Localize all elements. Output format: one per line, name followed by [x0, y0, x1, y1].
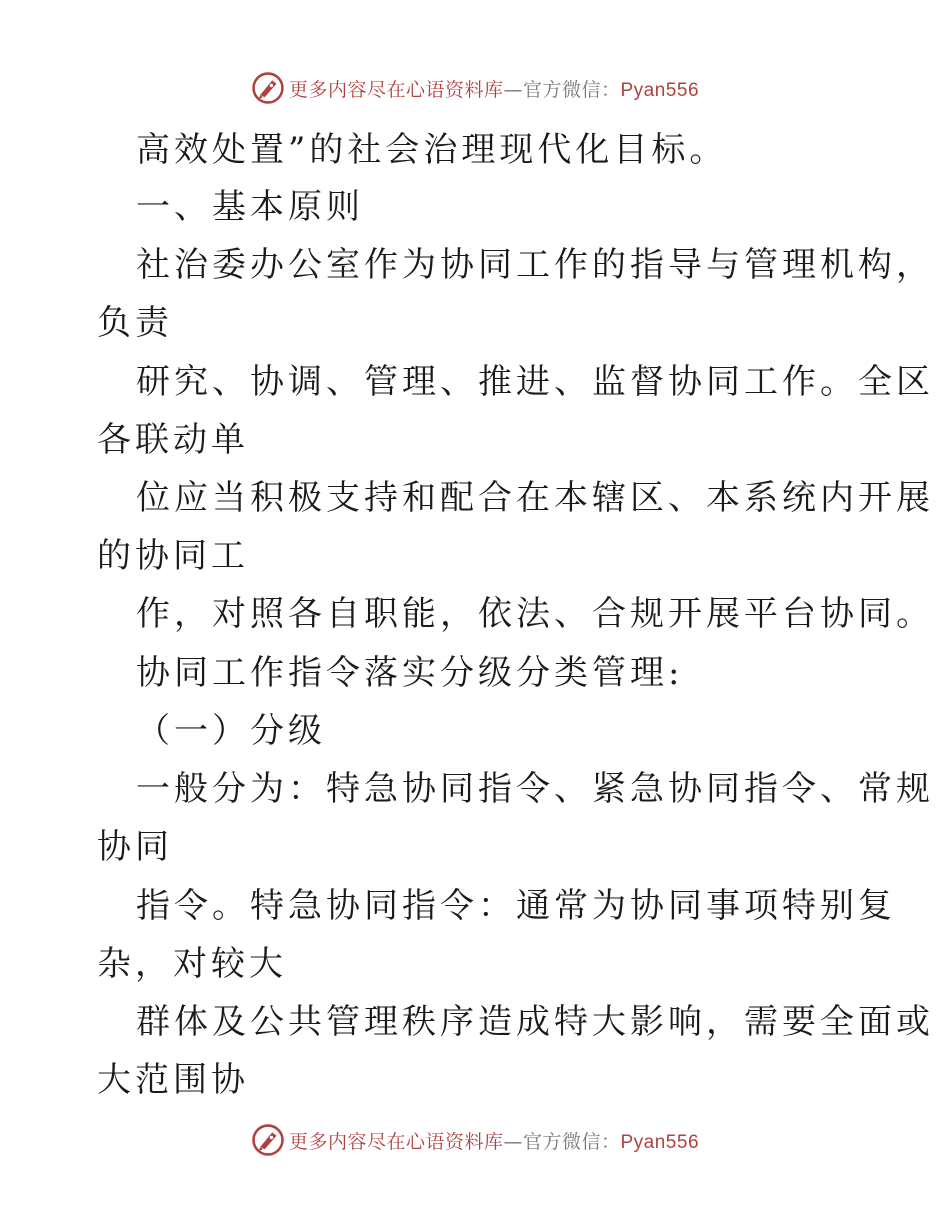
footer-banner-text [289, 1127, 699, 1154]
footer-watermark-banner [0, 1120, 950, 1160]
footer-banner-label: 官方微信： [522, 1130, 621, 1153]
pen-nib-logo-icon [251, 1123, 285, 1157]
footer-banner-handle: Pyan556 [620, 1131, 700, 1153]
pen-nib-logo-icon [251, 71, 285, 105]
body-line: 协同工作指令落实分级分类管理: [136, 653, 684, 693]
body-line: 研究、协调、管理、推进、监督协同工作。全区 [136, 362, 934, 402]
subsection-heading: （一）分级 [136, 711, 326, 751]
body-line: 作，对照各自职能，依法、合规开展平台协同。 [136, 594, 934, 634]
body-line: 群体及公共管理秩序造成特大影响，需要全面或 [136, 1002, 934, 1042]
section-heading: 一、基本原则 [136, 187, 364, 227]
body-line: 大范围协 [97, 1060, 249, 1100]
body-line: 负责 [97, 303, 173, 343]
body-line: 的协同工 [97, 536, 249, 576]
body-line: 高效处置”的社会治理现代化目标。 [136, 130, 728, 170]
header-banner-label: 官方微信： [522, 78, 621, 101]
header-banner-text [289, 75, 699, 102]
body-line: 一般分为：特急协同指令、紧急协同指令、常规 [136, 769, 934, 809]
body-line: 位应当积极支持和配合在本辖区、本系统内开展 [136, 478, 934, 518]
header-banner-main: 更多内容尽在心语资料库 [288, 78, 504, 101]
footer-banner-main: 更多内容尽在心语资料库 [288, 1130, 504, 1153]
body-line: 社治委办公室作为协同工作的指导与管理机构， [136, 245, 934, 285]
footer-banner-separator: — [503, 1130, 523, 1153]
header-banner-separator: — [503, 78, 523, 101]
body-line: 协同 [97, 827, 173, 867]
body-line: 杂，对较大 [97, 944, 287, 984]
header-banner-handle: Pyan556 [620, 79, 700, 101]
header-watermark-banner [0, 68, 950, 108]
body-line: 各联动单 [97, 420, 249, 460]
body-line: 指令。特急协同指令：通常为协同事项特别复 [136, 886, 896, 926]
